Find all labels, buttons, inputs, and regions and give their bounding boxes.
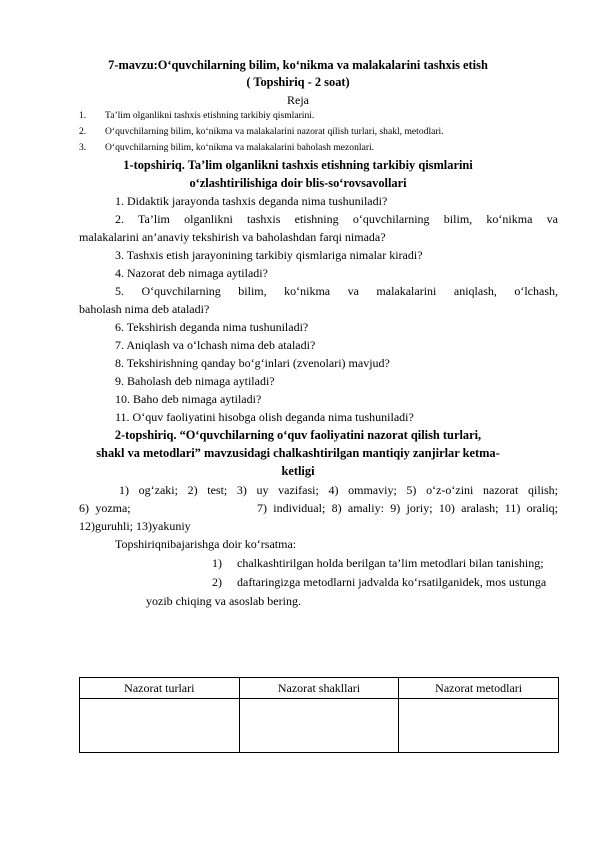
question-7: 7. Aniqlash va o‘lchash nima deb ataladi? [115,338,316,352]
table-header: Nazorat metodlari [399,678,559,699]
table-header: Nazorat shakllari [239,678,399,699]
task2-title-cont: ketligi [281,464,315,478]
question-11: 11. O‘quv faoliyatini hisobga olish deganda nima tushuniladi? [115,410,414,424]
control-methods-table [79,677,559,753]
table-row [80,699,559,753]
plan-item: Ta’lim olganlikni tashxis etishning tarkibiy qismlarini. [105,110,315,121]
chain-list-cont: 6) yozma; 7) individual; 8) amaliy: 9) joriy; 10) aralash; 11) oraliq; [79,501,558,515]
instruction-number: 1) [212,556,222,570]
plan-item-number: 1. [79,110,87,121]
table-header-row [80,678,559,699]
instructions-title: Topshiriqnibajarishga doir ko‘rsatma: [115,537,297,551]
question-3: 3. Tashxis etish jarayonining tarkibiy qismlariga nimalar kiradi? [115,248,423,262]
question-8: 8. Tekshirishning qanday bo‘g‘inlari (zvenolari) mavjud? [115,356,390,370]
task1-title: 1-topshiriq. Ta’lim olganlikni tashxis etishning tarkibiy qismlarini [123,158,473,172]
plan-item-number: 2. [79,126,87,137]
plan-item: O‘quvchilarning bilim, ko‘nikma va malakalarini baholash mezonlari. [105,142,375,153]
table-header: Nazorat turlari [80,678,240,699]
chain-list-cont: 12)guruhli; 13)yakuniy [79,519,191,533]
table-cell[interactable] [399,699,559,753]
question-5: 5. O‘quvchilarning bilim, ko‘nikma va malakalarini aniqlash, o‘lchash, [115,284,558,298]
question-2-cont: malakalarini an’anaviy tekshirish va baholashdan farqi nimada? [79,230,386,244]
task1-title-cont: o‘zlashtirilishiga doir blis-so‘rovsavollari [189,176,407,190]
task2-title-cont: shakl va metodlari” mavzusidagi chalkashtirilgan mantiqiy zanjirlar ketma- [96,446,500,460]
question-6: 6. Tekshirish deganda nima tushuniladi? [115,320,309,334]
task2-title: 2-topshiriq. “O‘quvchilarning o‘quv faoliyatini nazorat qilish turlari, [114,428,482,442]
question-4: 4. Nazorat deb nimaga aytiladi? [115,266,268,280]
chain-list: 1) og‘zaki; 2) test; 3) uy vazifasi; 4) ommaviy; 5) o‘z-o‘zini nazorat qilish; [119,483,558,497]
plan-heading: Reja [287,93,309,107]
instruction-2: daftaringizga metodlarni jadvalda ko‘rsatilganidek, mos ustunga [237,575,547,589]
table-cell[interactable] [80,699,240,753]
topic-title: 7-mavzu:O‘quvchilarning bilim, ko‘nikma va malakalarini tashxis etish [108,58,488,72]
plan-item-number: 3. [79,142,87,153]
instruction-number: 2) [212,575,222,589]
topic-subtitle: ( Topshiriq - 2 soat) [246,75,350,89]
table-cell[interactable] [239,699,399,753]
plan-item: O‘quvchilarning bilim, ko‘nikma va malakalarini nazorat qilish turlari, shakl, metodlari. [105,126,444,137]
question-1: 1. Didaktik jarayonda tashxis deganda nima tushuniladi? [115,194,388,208]
question-9: 9. Baholash deb nimaga aytiladi? [115,374,275,388]
instruction-2-cont: yozib chiqing va asoslab bering. [146,594,301,608]
instruction-1: chalkashtirilgan holda berilgan ta’lim metodlari bilan tanishing; [237,556,544,570]
question-5-cont: baholash nima deb ataladi? [79,302,210,316]
question-2: 2. Ta’lim olganlikni tashxis etishning o‘quvchilarning bilim, ko‘nikma va [115,212,558,226]
question-10: 10. Baho deb nimaga aytiladi? [115,392,262,406]
